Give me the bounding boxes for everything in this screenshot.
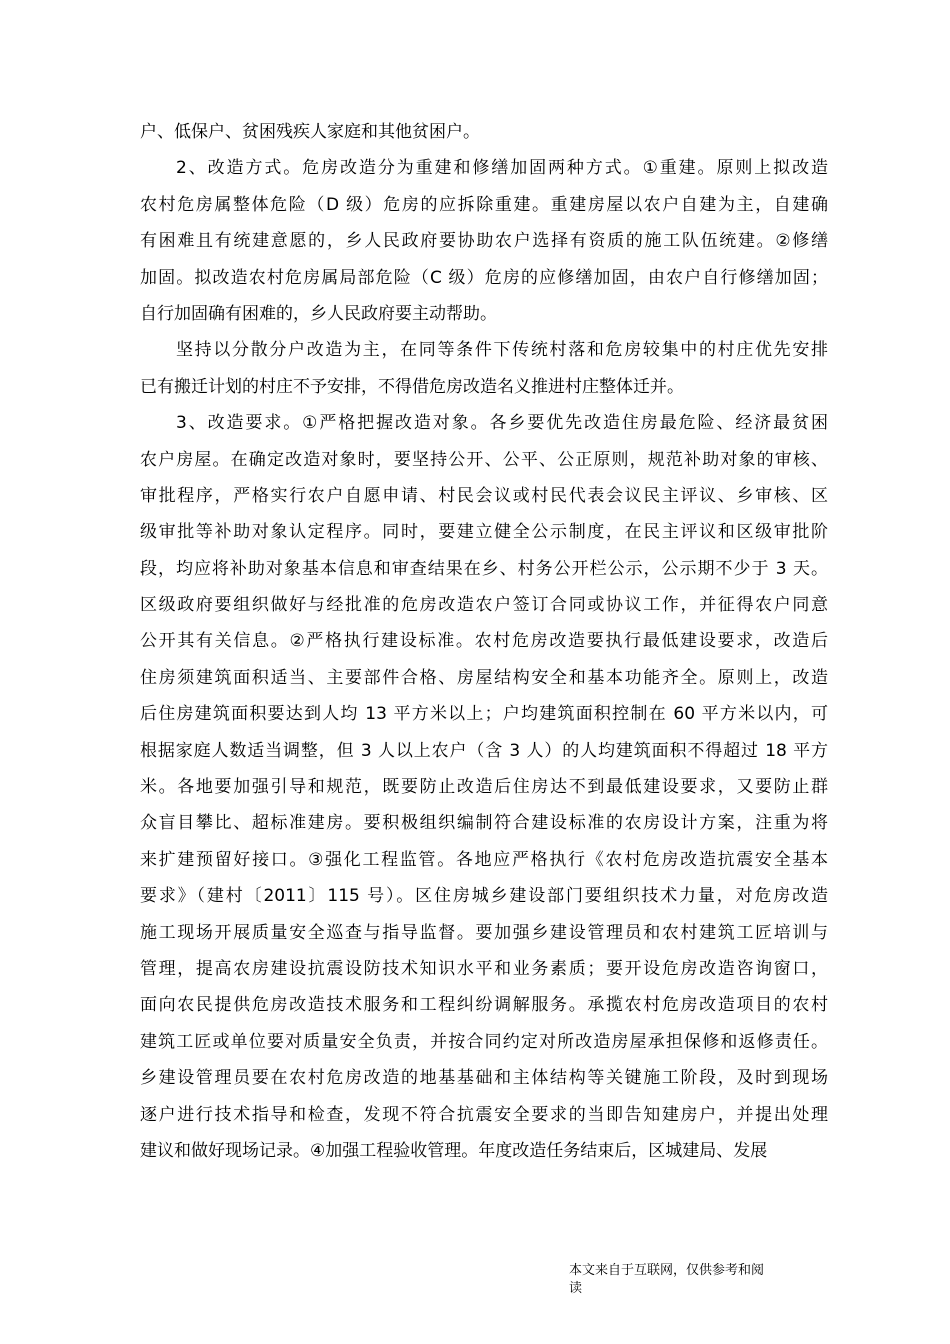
paragraph: [140, 150, 828, 332]
text-line: 户、低保户、贫困残疾人家庭和其他贫困户。: [140, 122, 480, 142]
paragraph: [140, 332, 828, 405]
text-line: 要求》（建村〔2011〕115 号）。区住房城乡建设部门要组织技术力量，对危房改造: [140, 886, 828, 907]
text-line: 审批程序，严格实行农户自愿申请、村民会议或村民代表会议民主评议、乡审核、区: [140, 485, 828, 506]
text-line: 2、改造方式。危房改造分为重建和修缮加固两种方式。①重建。原则上拟改造: [176, 158, 828, 179]
text-line: 来扩建预留好接口。③强化工程监管。各地应严格执行《农村危房改造抗震安全基本: [140, 849, 828, 870]
text-line: 3、改造要求。①严格把握改造对象。各乡要优先改造住房最危险、经济最贫困: [176, 413, 828, 434]
text-line: 已有搬迁计划的村庄不予安排，不得借危房改造名义推进村庄整体迁并。: [140, 376, 684, 397]
text-line: 住房须建筑面积适当、主要部件合格、房屋结构安全和基本功能齐全。原则上，改造: [140, 667, 828, 688]
text-line: 施工现场开展质量安全巡查与指导监督。要加强乡建设管理员和农村建筑工匠培训与: [140, 922, 828, 943]
text-line: 农村危房属整体危险（D 级）危房的应拆除重建。重建房屋以农户自建为主，自建确: [140, 194, 828, 215]
footer-note: [569, 1262, 799, 1298]
text-line: 有困难且有统建意愿的，乡人民政府要协助农户选择有资质的施工队伍统建。②修缮: [140, 231, 828, 252]
text-line: 米。各地要加强引导和规范，既要防止改造后住房达不到最低建设要求，又要防止群: [140, 777, 828, 798]
paragraph: [140, 405, 828, 1169]
text-line: 加固。拟改造农村危房属局部危险（C 级）危房的应修缮加固，由农户自行修缮加固；: [140, 267, 828, 288]
text-line: 公开其有关信息。②严格执行建设标准。农村危房改造要执行最低建设要求，改造后: [140, 631, 828, 652]
text-line: 建筑工匠或单位要对质量安全负责，并按合同约定对所改造房屋承担保修和返修责任。: [140, 1031, 828, 1052]
text-line: 建议和做好现场记录。④加强工程验收管理。年度改造任务结束后，区城建局、发展: [140, 1140, 768, 1161]
text-line: 后住房建筑面积要达到人均 13 平方米以上；户均建筑面积控制在 60 平方米以内，可: [140, 704, 828, 725]
text-line: 逐户进行技术指导和检查，发现不符合抗震安全要求的当即告知建房户，并提出处理: [140, 1104, 828, 1125]
text-line: 根据家庭人数适当调整，但 3 人以上农户（含 3 人）的人均建筑面积不得超过 18 平方: [140, 740, 828, 761]
text-line: 段，均应将补助对象基本信息和审查结果在乡、村务公开栏公示，公示期不少于 3 天。: [140, 558, 828, 579]
text-line: 自行加固确有困难的，乡人民政府要主动帮助。: [140, 303, 497, 324]
text-line: 级审批等补助对象认定程序。同时，要建立健全公示制度，在民主评议和区级审批阶: [140, 522, 828, 543]
text-line: 坚持以分散分户改造为主，在同等条件下传统村落和危房较集中的村庄优先安排: [176, 340, 828, 361]
text-line: 乡建设管理员要在农村危房改造的地基基础和主体结构等关键施工阶段，及时到现场: [140, 1068, 828, 1089]
text-line: 管理，提高农房建设抗震设防技术知识水平和业务素质；要开设危房改造咨询窗口，: [140, 958, 828, 979]
body-text: [140, 114, 828, 1169]
text-line: 区级政府要组织做好与经批准的危房改造农户签订合同或协议工作，并征得农户同意: [140, 595, 828, 616]
text-line: 面向农民提供危房改造技术服务和工程纠纷调解服务。承揽农村危房改造项目的农村: [140, 995, 828, 1016]
footer-note-line-2: 读: [569, 1281, 583, 1296]
footer-note-line-1: 本文来自于互联网，仅供参考和阅: [569, 1263, 765, 1278]
text-line: 农户房屋。在确定改造对象时，要坚持公开、公平、公正原则，规范补助对象的审核、: [140, 449, 828, 470]
paragraph: [140, 114, 828, 150]
text-line: 众盲目攀比、超标准建房。要积极组织编制符合建设标准的农房设计方案，注重为将: [140, 813, 828, 834]
